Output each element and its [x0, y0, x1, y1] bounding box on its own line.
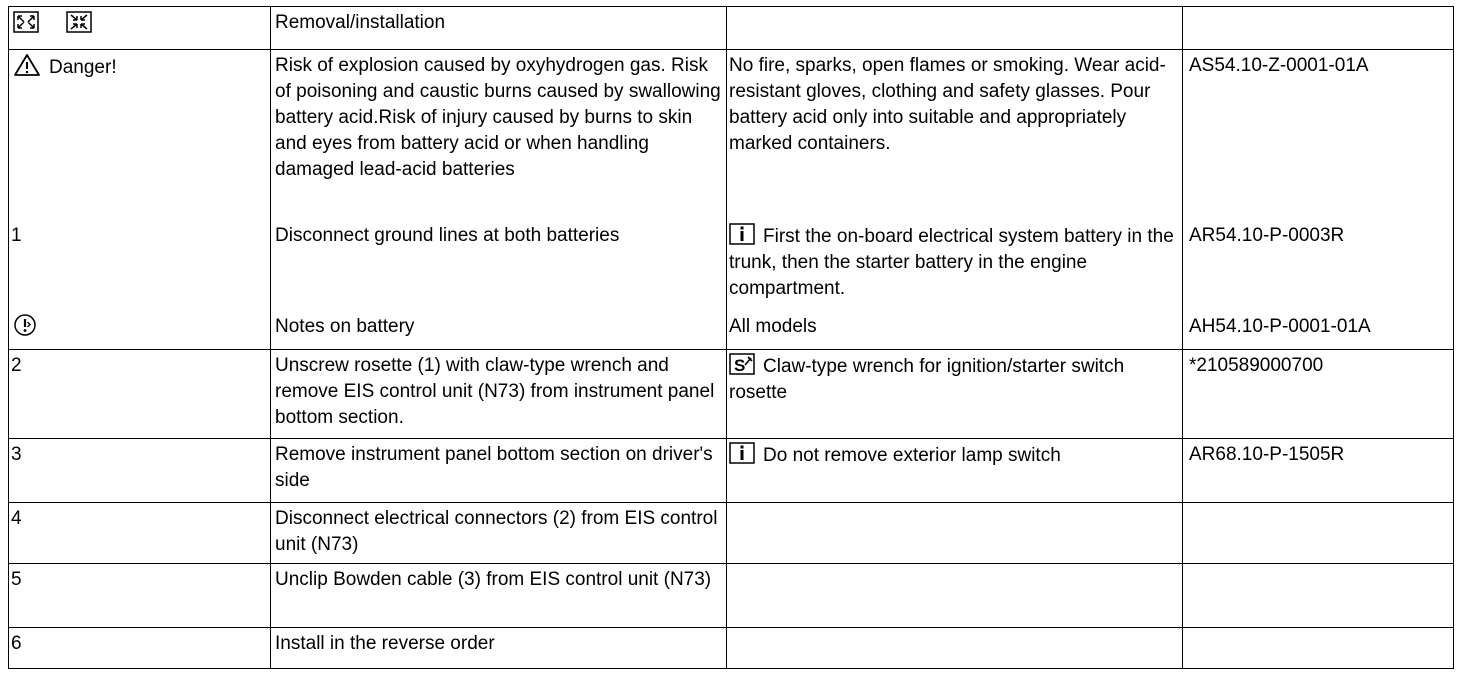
header-row [9, 7, 1454, 50]
danger-row [9, 50, 1454, 220]
step-number: 4 [11, 508, 22, 529]
step-ref-cell [1183, 311, 1454, 350]
step-ref-cell [1183, 628, 1454, 669]
step-text: Disconnect ground lines at both batteries [275, 224, 620, 246]
step-number-cell [9, 628, 271, 669]
header-empty-cell [727, 7, 1183, 50]
step-text: Remove instrument panel bottom section on driver's side [275, 444, 713, 491]
step-text-cell [271, 350, 727, 439]
step-note-cell [727, 350, 1183, 439]
danger-label: Danger! [49, 57, 117, 78]
step-text-cell [271, 311, 727, 350]
table-row [9, 503, 1454, 564]
step-number: 3 [11, 444, 22, 465]
step-text-cell [271, 564, 727, 628]
step-reference[interactable]: AH54.10-P-0001-01A [1189, 315, 1371, 337]
danger-reference[interactable]: AS54.10-Z-0001-01A [1189, 55, 1369, 76]
danger-risk-cell [271, 50, 727, 220]
table-row [9, 220, 1454, 311]
step-note-cell [727, 220, 1183, 311]
step-number-cell [9, 564, 271, 628]
step-number-cell [9, 439, 271, 503]
header-icons-cell [9, 7, 271, 50]
table-row [9, 628, 1454, 669]
header-title: Removal/installation [275, 12, 446, 33]
step-note-cell [727, 503, 1183, 564]
step-ref-cell [1183, 564, 1454, 628]
step-number: 5 [11, 569, 22, 590]
danger-label-cell [9, 50, 271, 220]
procedure-table [8, 6, 1454, 669]
step-number: 6 [11, 633, 22, 654]
step-ref-cell [1183, 503, 1454, 564]
step-text: Install in the reverse order [275, 633, 495, 654]
step-ref-cell [1183, 220, 1454, 311]
table-row [9, 439, 1454, 503]
info-icon [729, 442, 755, 464]
svg-text:S: S [734, 356, 746, 375]
removal-icon [13, 11, 39, 33]
step-number: 1 [11, 224, 22, 246]
danger-ref-cell [1183, 50, 1454, 220]
info-icon [729, 223, 755, 245]
danger-measures-cell [727, 50, 1183, 220]
installation-icon [66, 11, 92, 33]
step-note-cell [727, 311, 1183, 350]
step-note: First the on-board electrical system battery in the trunk, then the starter battery in the engine compartment. [729, 225, 1174, 299]
step-text-cell [271, 503, 727, 564]
danger-risk-text: Risk of explosion caused by oxyhydrogen gas. Risk of poisoning and caustic burns caused by swallowing battery acid.Risk of injury caused by burns to skin and eyes from battery acid or when handling damaged lead-acid batteries [275, 55, 721, 180]
step-ref-cell [1183, 439, 1454, 503]
step-reference[interactable]: AR54.10-P-0003R [1189, 224, 1345, 246]
step-number: 2 [11, 355, 22, 376]
step-number-cell [9, 503, 271, 564]
warning-triangle-icon [13, 53, 41, 77]
step-number-cell [9, 220, 271, 311]
step-note-cell [727, 564, 1183, 628]
step-note: All models [729, 315, 817, 337]
step-note: Do not remove exterior lamp switch [763, 445, 1061, 466]
header-empty-cell [1183, 7, 1454, 50]
step-note-cell [727, 439, 1183, 503]
notes-icon [13, 313, 37, 337]
step-text-cell [271, 439, 727, 503]
step-number-cell [9, 350, 271, 439]
step-note-cell [727, 628, 1183, 669]
step-text-cell [271, 628, 727, 669]
step-text: Unscrew rosette (1) with claw-type wrench and remove EIS control unit (N73) from instrument panel bottom section. [275, 355, 715, 428]
table-row [9, 350, 1454, 439]
special-tool-icon [729, 353, 755, 375]
step-note: Claw-type wrench for ignition/starter switch rosette [729, 356, 1125, 403]
step-ref-cell [1183, 350, 1454, 439]
danger-measures-text: No fire, sparks, open flames or smoking. Wear acid-resistant gloves, clothing and safety glasses. Pour battery acid only into suitable and appropriately marked containers. [729, 55, 1166, 154]
notes-icon-cell [9, 311, 271, 350]
header-title-cell [271, 7, 727, 50]
step-text: Disconnect electrical connectors (2) from EIS control unit (N73) [275, 508, 718, 555]
step-reference[interactable]: *210589000700 [1189, 355, 1324, 376]
table-row [9, 564, 1454, 628]
step-text: Unclip Bowden cable (3) from EIS control unit (N73) [275, 569, 712, 590]
step-text-cell [271, 220, 727, 311]
table-row [9, 311, 1454, 350]
step-text: Notes on battery [275, 315, 415, 337]
step-reference[interactable]: AR68.10-P-1505R [1189, 444, 1345, 465]
